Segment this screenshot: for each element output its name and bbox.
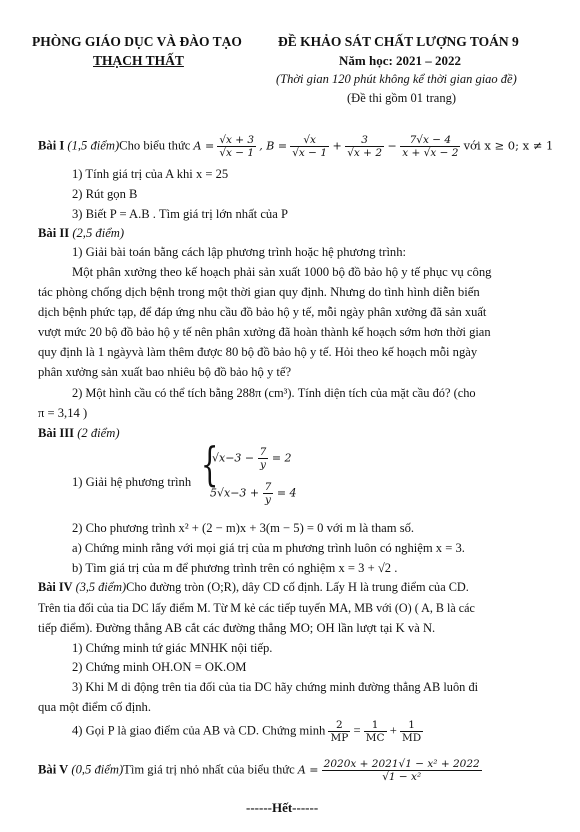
bai4-q2: 2) Chứng minh OH.ON = OK.OM bbox=[72, 660, 247, 674]
q4-f2-den: MC bbox=[365, 732, 385, 744]
bai5-lhs: A = bbox=[297, 763, 319, 777]
eq1-den: y bbox=[260, 459, 266, 471]
bai3-q2b: b) Tìm giá trị của m để phương trình trên có nghiệm x = 3 + √2 . bbox=[72, 561, 398, 575]
district-name: THẠCH THẤT bbox=[93, 53, 184, 68]
expr-b-term1 bbox=[290, 134, 329, 159]
page-count-note: (Đề thi gồm 01 trang) bbox=[347, 91, 457, 105]
bai2-q2-line2: π = 3,14 ) bbox=[38, 406, 88, 420]
q4-f1-num: 2 bbox=[328, 719, 350, 732]
eq2-fraction bbox=[263, 481, 274, 506]
eq2-num: 7 bbox=[264, 481, 272, 493]
expr-b-t2-num: 3 bbox=[345, 134, 384, 147]
bai5-den: √1 − x² bbox=[382, 771, 422, 783]
expr-a-fraction bbox=[217, 134, 256, 159]
bai2-label: Bài II bbox=[38, 226, 70, 240]
bai4-line1: Cho đường tròn (O;R), dây CD cố định. Lấy H là trung điểm của CD. bbox=[126, 580, 469, 594]
expr-b-lhs: , B = bbox=[259, 139, 288, 153]
expr-b-t1-den: √x − 1 bbox=[292, 147, 328, 159]
bai5-line bbox=[38, 758, 482, 783]
eq2-lhs: 5√x−3 + bbox=[210, 486, 260, 500]
exam-title: ĐỀ KHẢO SÁT CHẤT LƯỢNG TOÁN 9 bbox=[278, 34, 519, 49]
bai4-q4-text: 4) Gọi P là giao điểm của AB và CD. Chứng minh bbox=[72, 723, 326, 738]
q4-f1-den: MP bbox=[330, 732, 349, 744]
bai3-q2a: a) Chứng minh rằng với mọi giá trị của m phương trình luôn có nghiệm x = 3. bbox=[72, 541, 465, 555]
bai2-para-line3: dịch bệnh phức tạp, để đáp ứng nhu cầu đồ bảo hộ y tế, mỗi ngày phân xưởng đã sản xuất bbox=[38, 305, 487, 319]
bai2-para-line4: vượt mức 20 bộ đồ bảo hộ y tế nên phân xưởng đã hoàn thành kế hoạch sớm hơn thời gian bbox=[38, 325, 491, 339]
bai3-label: Bài III bbox=[38, 426, 75, 440]
eq1-rhs: = 2 bbox=[271, 451, 292, 465]
bai5-points: (0,5 điểm) bbox=[71, 762, 124, 777]
eq2-rhs: = 4 bbox=[276, 486, 297, 500]
expr-a-lhs: A = bbox=[193, 139, 215, 153]
department-name: PHÒNG GIÁO DỤC VÀ ĐÀO TẠO bbox=[32, 34, 242, 49]
bai5-fraction bbox=[322, 758, 482, 783]
q4-f3-num: 1 bbox=[400, 719, 423, 732]
bai3-q1: 1) Giải hệ phương trình bbox=[72, 475, 192, 489]
bai1-intro: Cho biểu thức bbox=[119, 138, 191, 153]
school-year: Năm học: 2021 – 2022 bbox=[339, 53, 462, 68]
system-eq1 bbox=[212, 446, 292, 471]
bai4-heading bbox=[38, 580, 469, 595]
bai1-q1: 1) Tính giá trị của A khi x = 25 bbox=[72, 167, 229, 181]
expr-a-num: √x + 3 bbox=[219, 134, 255, 146]
bai1-condition: với x ≥ 0; x ≠ 1 bbox=[463, 138, 554, 153]
bai1-q3: 3) Biết P = A.B . Tìm giá trị lớn nhất của P bbox=[72, 207, 288, 221]
expr-b-t3-num: 7√x − 4 bbox=[400, 134, 460, 147]
bai1-points: (1,5 điểm) bbox=[67, 138, 120, 153]
bai4-q1: 1) Chứng minh tứ giác MNHK nội tiếp. bbox=[72, 641, 273, 655]
bai2-q1-title: 1) Giải bài toán bằng cách lập phương trình hoặc hệ phương trình: bbox=[72, 245, 407, 259]
expr-b-term3 bbox=[400, 134, 460, 159]
bai1-q2: 2) Rút gọn B bbox=[72, 187, 138, 201]
bai4-q3-line1: 3) Khi M di động trên tia đối của tia DC hãy chứng minh đường thẳng AB luôn đi bbox=[72, 680, 479, 694]
expr-b-t1-num: √x bbox=[290, 134, 329, 147]
eq2-den: y bbox=[265, 494, 271, 506]
eq1-lhs: √x−3 − bbox=[212, 451, 255, 465]
expr-b-t2-den: √x + 2 bbox=[347, 147, 383, 159]
eq1-fraction bbox=[258, 446, 269, 471]
bai5-label: Bài V bbox=[38, 762, 69, 777]
bai4-line2: Trên tia đối của tia DC lấy điểm M. Từ M kẻ các tiếp tuyến MA, MB với (O) ( A, B là các bbox=[38, 601, 475, 615]
system-brace: { bbox=[200, 437, 219, 491]
bai4-q3-line2: qua một điểm cố định. bbox=[38, 700, 151, 714]
bai5-text: Tìm giá trị nhỏ nhất của biểu thức bbox=[123, 762, 295, 777]
q4-frac3 bbox=[400, 719, 423, 744]
bai2-para-line1: Một phân xưởng theo kế hoạch phải sản xuất 1000 bộ đồ bảo hộ y tế phục vụ công bbox=[72, 265, 492, 279]
bai2-para-line5: quy định là 1 ngàyvà làm thêm được 80 bộ đồ bảo hộ y tế. Hỏi theo kế hoạch mỗi ngày bbox=[38, 345, 478, 359]
bai2-points: (2,5 điểm) bbox=[72, 226, 125, 240]
system-eq2 bbox=[210, 481, 297, 506]
bai4-points: (3,5 điểm) bbox=[75, 580, 127, 594]
bai1-label: Bài I bbox=[38, 138, 65, 153]
bai3-heading bbox=[38, 426, 120, 441]
bai2-para-line6: phân xưởng sản xuất bao nhiêu bộ đồ bảo hộ y tế? bbox=[38, 365, 292, 379]
bai3-q2: 2) Cho phương trình x² + (2 − m)x + 3(m − 5) = 0 với m là tham số. bbox=[72, 521, 415, 535]
bai5-num: 2020x + 2021√1 − x² + 2022 bbox=[323, 758, 480, 770]
bai4-line3: tiếp điểm). Đường thẳng AB cắt các đường thẳng MO; OH lần lượt tại K và N. bbox=[38, 621, 436, 635]
eq1-num: 7 bbox=[259, 446, 267, 458]
bai3-points: (2 điểm) bbox=[77, 426, 120, 440]
expr-a-den: √x − 1 bbox=[219, 147, 255, 159]
q4-frac1 bbox=[328, 719, 350, 744]
q4-f3-den: MD bbox=[401, 732, 422, 744]
time-note: (Thời gian 120 phút không kể thời gian giao đề) bbox=[276, 72, 517, 86]
bai4-q4: 4) Gọi P là giao điểm của AB và CD. Chứng minh $\frac{2}{MP}$ = $\frac{1}{MC}$ + $\frac{1}{MD}$ bbox=[72, 719, 422, 744]
expr-b-t3-den: x + √x − 2 bbox=[402, 147, 459, 159]
q4-f2-num: 1 bbox=[364, 719, 387, 732]
bai2-para-line2: tác phòng chống dịch bệnh trong một thời gian quy định. Nhưng do tình hình diễn biến bbox=[38, 285, 480, 299]
end-marker: ------Hết------ bbox=[246, 800, 319, 815]
bai2-heading bbox=[38, 226, 124, 241]
bai4-label: Bài IV bbox=[38, 580, 73, 594]
expr-b-term2 bbox=[345, 134, 384, 159]
bai1-heading: Bài I (1,5 điểm)Cho biểu thức A = $\frac{√x + 3}{√x - 1}$ , B = $\frac{√x}{√x - 1}$ + $\frac{3}{√x + 2}$ − $\frac{7√x - 4}{x + √x - 2}$ với x ≥ 0; x ≠ 1 bbox=[38, 134, 554, 159]
q4-frac2 bbox=[364, 719, 387, 744]
bai2-q2-line1: 2) Một hình cầu có thể tích bằng 288π (cm³). Tính diện tích của mặt cầu đó? (cho bbox=[72, 386, 476, 400]
